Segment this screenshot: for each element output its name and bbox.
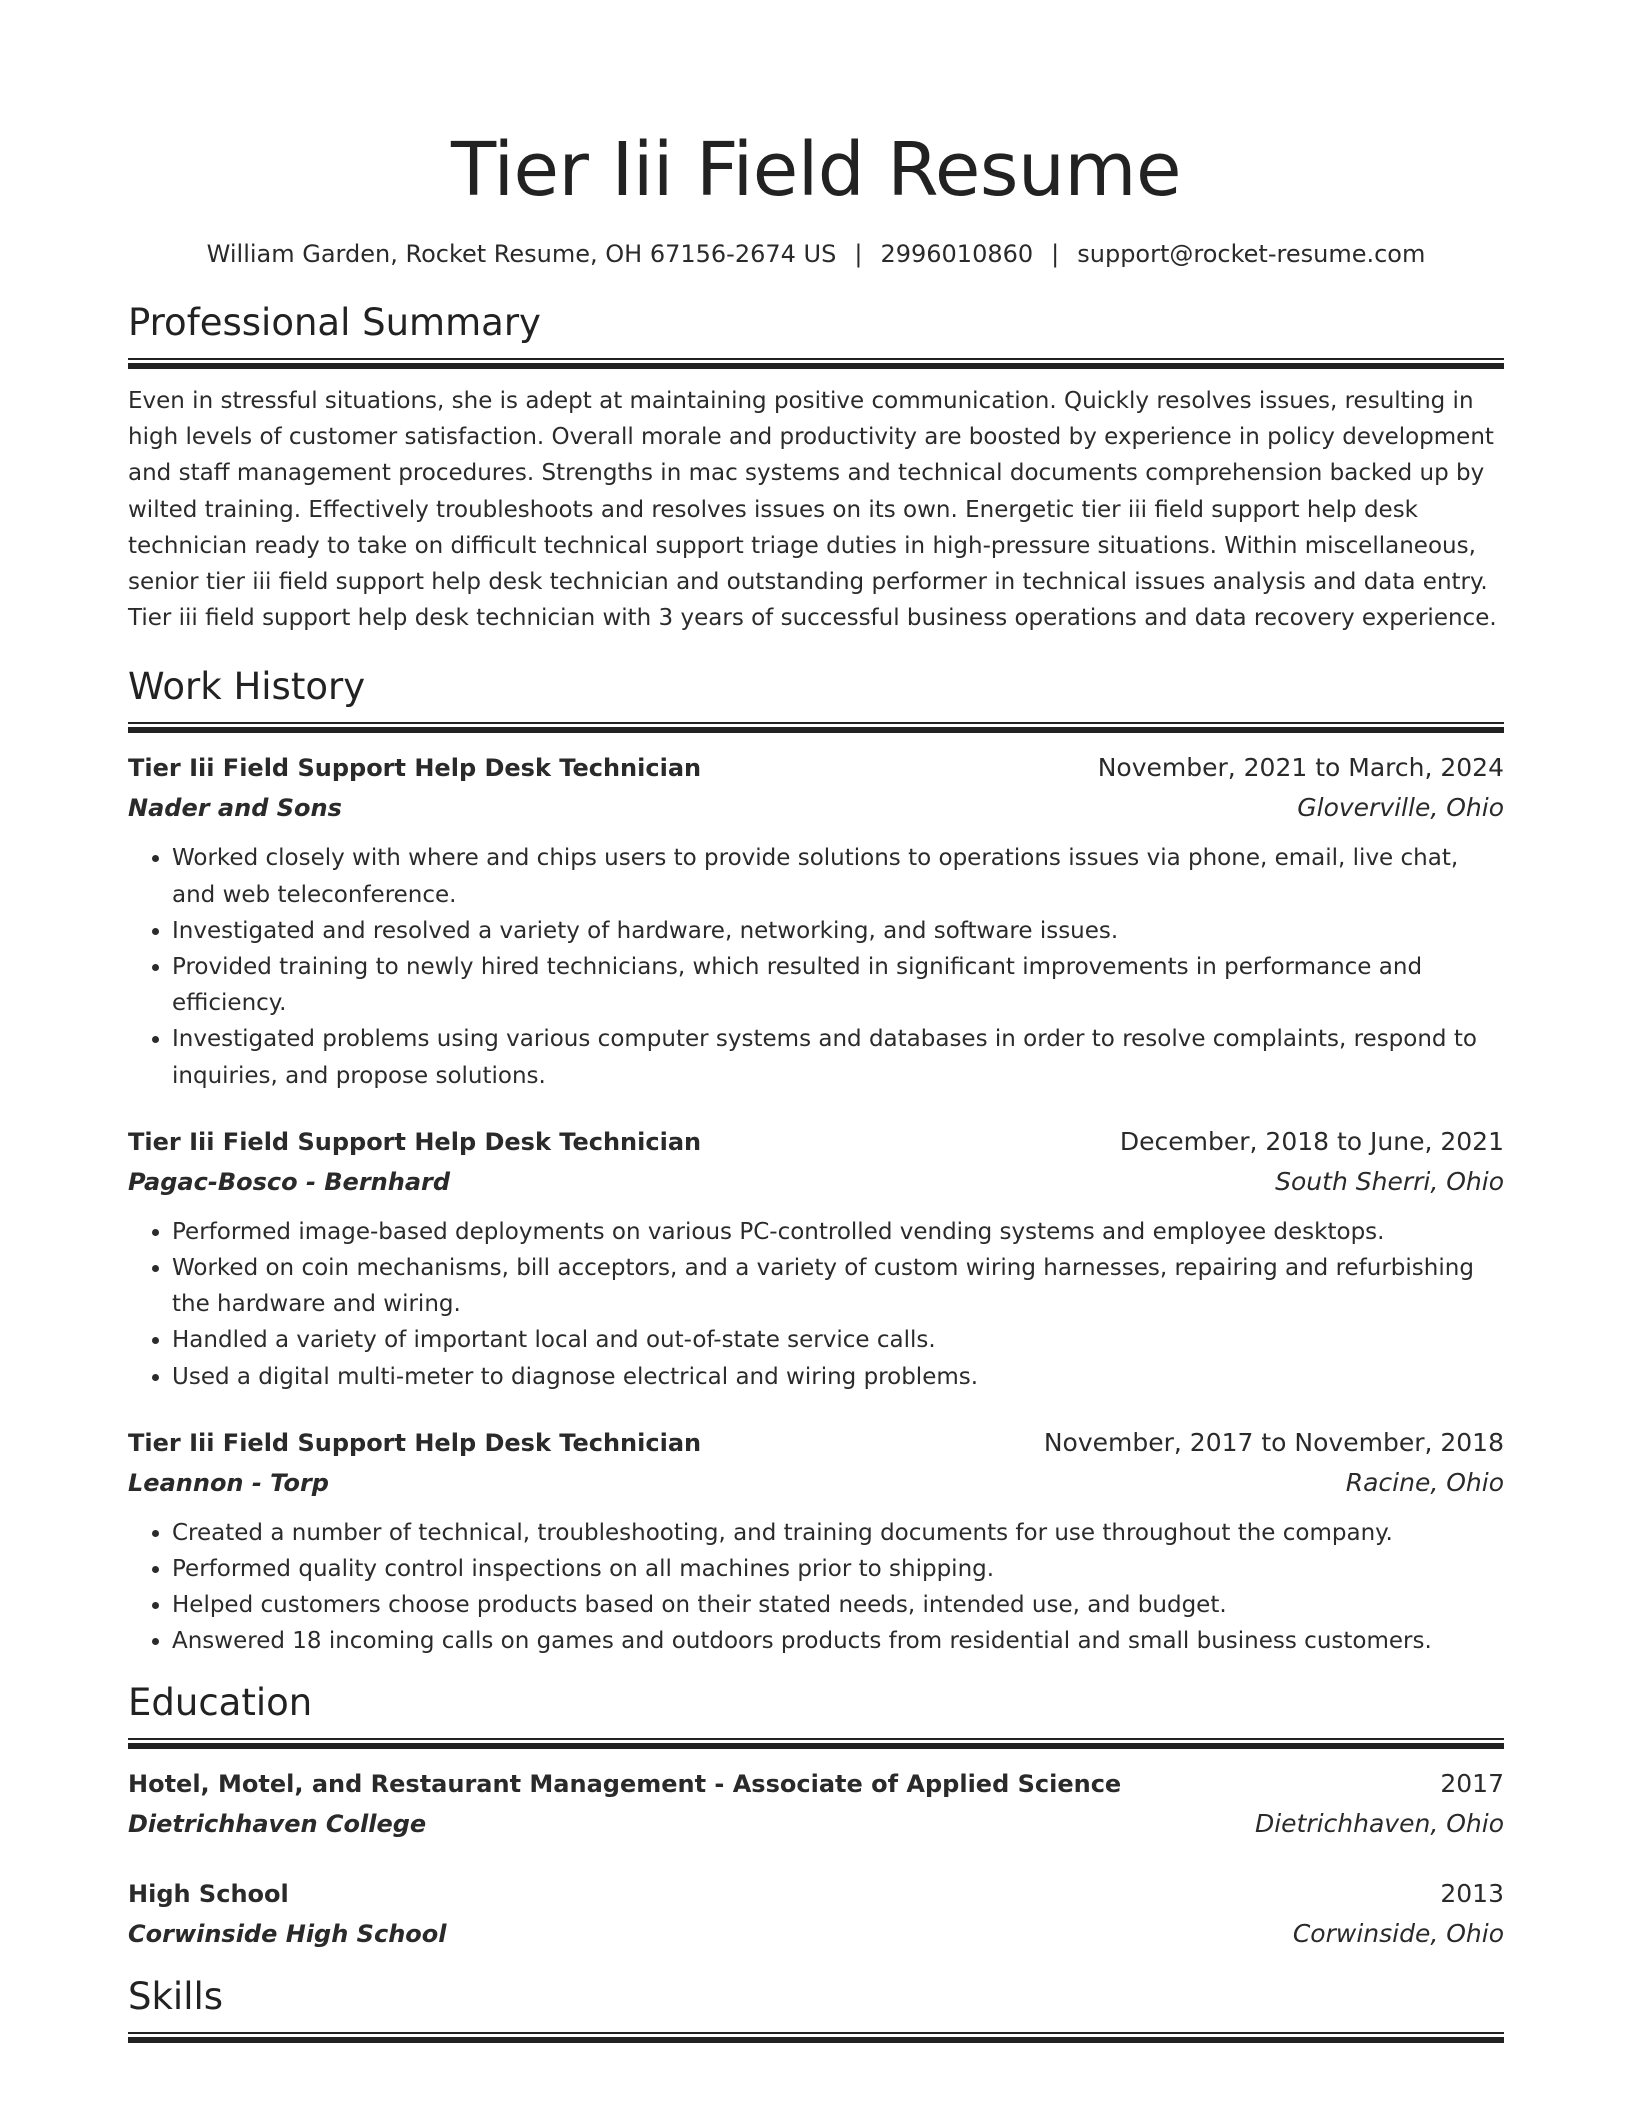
job-bullet: • Created a number of technical, troubleshooting, and training documents for use throughout the company.	[172, 1515, 1504, 1551]
job-bullet: • Handled a variety of important local and out-of-state service calls.	[172, 1322, 1504, 1358]
section-heading-education: Education	[128, 1680, 313, 1724]
contact-separator: |	[1051, 240, 1060, 268]
work-history-section	[128, 664, 1504, 1659]
education-entry	[128, 1764, 1504, 1844]
job-bullet: • Provided training to newly hired technicians, which resulted in significant improvements in performance and efficiency.	[172, 949, 1504, 1021]
job-location: Racine, Ohio	[1345, 1467, 1504, 1497]
job-dates: December, 2018 to June, 2021	[1119, 1126, 1504, 1156]
job-bullet: • Investigated and resolved a variety of hardware, networking, and software issues.	[172, 913, 1504, 949]
job-bullet-list	[128, 1515, 1504, 1660]
contact-phone: 2996010860	[880, 240, 1034, 268]
education-section	[128, 1680, 1504, 1954]
contact-line	[128, 238, 1504, 270]
education-school: Dietrichhaven College	[128, 1809, 427, 1838]
job-company: Leannon - Torp	[128, 1468, 329, 1497]
education-degree: Hotel, Motel, and Restaurant Management - Associate of Applied Science	[128, 1769, 1122, 1798]
summary-text: Even in stressful situations, she is adept at maintaining positive communication. Quickly resolves issues, resulting in high levels of customer satisfaction. Overall morale and productivity are boosted by experience in policy development and staff management procedures. Strengths in mac systems and technical documents comprehension backed up by wilted training. Effectively troubleshoots and resolves issues on its own. Energetic tier iii field support help desk technician ready to take on difficult technical support triage duties in high-pressure situations. Within miscellaneous, senior tier iii field support help desk technician and outstanding performer in technical issues analysis and data entry. Tier iii field support help desk technician with 3 years of successful business operations and data recovery experience.	[128, 388, 1497, 632]
contact-email: support@rocket-resume.com	[1077, 240, 1426, 268]
education-school: Corwinside High School	[128, 1919, 447, 1948]
job-entry	[128, 748, 1504, 1093]
job-entry	[128, 1122, 1504, 1395]
job-bullet: • Investigated problems using various computer systems and databases in order to resolve complaints, respond to inquiries, and propose solutions.	[172, 1021, 1504, 1093]
job-location: South Sherri, Ohio	[1275, 1166, 1504, 1196]
section-heading-work-history: Work History	[128, 665, 366, 709]
section-heading-skills: Skills	[128, 1974, 224, 2018]
job-bullet: • Worked closely with where and chips users to provide solutions to operations issues via phone, email, live chat, and web teleconference.	[172, 840, 1504, 912]
section-heading-summary: Professional Summary	[128, 301, 541, 344]
job-entry	[128, 1423, 1504, 1660]
job-dates: November, 2017 to November, 2018	[1043, 1427, 1504, 1457]
education-year: 2013	[1440, 1878, 1504, 1908]
contact-address: William Garden, Rocket Resume, OH 67156-2674 US	[206, 240, 837, 268]
education-degree: High School	[128, 1879, 289, 1908]
education-year: 2017	[1440, 1768, 1504, 1798]
job-title: Tier Iii Field Support Help Desk Technician	[128, 1127, 702, 1156]
education-entry	[128, 1874, 1504, 1954]
section-divider	[128, 358, 1504, 370]
job-bullet: • Helped customers choose products based on their stated needs, intended use, and budget.	[172, 1587, 1504, 1623]
job-bullet: • Used a digital multi-meter to diagnose electrical and wiring problems.	[172, 1359, 1504, 1395]
job-location: Gloverville, Ohio	[1297, 793, 1504, 823]
job-bullet: • Performed quality control inspections on all machines prior to shipping.	[172, 1551, 1504, 1587]
skills-section	[128, 1974, 1504, 2044]
section-divider	[128, 1738, 1504, 1750]
resume-title: Tier Iii Field Resume	[451, 127, 1181, 213]
job-dates: November, 2021 to March, 2024	[1097, 753, 1504, 783]
education-location: Dietrichhaven, Ohio	[1254, 1808, 1504, 1838]
job-bullet: • Worked on coin mechanisms, bill acceptors, and a variety of custom wiring harnesses, repairing and refurbishing the hardware and wiring.	[172, 1250, 1504, 1322]
summary-section	[128, 300, 1504, 636]
job-title: Tier Iii Field Support Help Desk Technician	[128, 1428, 702, 1457]
job-title: Tier Iii Field Support Help Desk Technician	[128, 754, 702, 783]
job-bullet-list	[128, 840, 1504, 1093]
section-divider	[128, 722, 1504, 734]
job-company: Nader and Sons	[128, 794, 342, 823]
resume-page	[128, 0, 1504, 2044]
section-divider	[128, 2032, 1504, 2044]
job-company: Pagac-Bosco - Bernhard	[128, 1167, 451, 1196]
job-bullet-list	[128, 1214, 1504, 1395]
education-location: Corwinside, Ohio	[1292, 1918, 1504, 1948]
job-bullet: • Performed image-based deployments on various PC-controlled vending systems and employee desktops.	[172, 1214, 1504, 1250]
contact-separator: |	[854, 240, 863, 268]
job-bullet: • Answered 18 incoming calls on games and outdoors products from residential and small business customers.	[172, 1623, 1504, 1659]
